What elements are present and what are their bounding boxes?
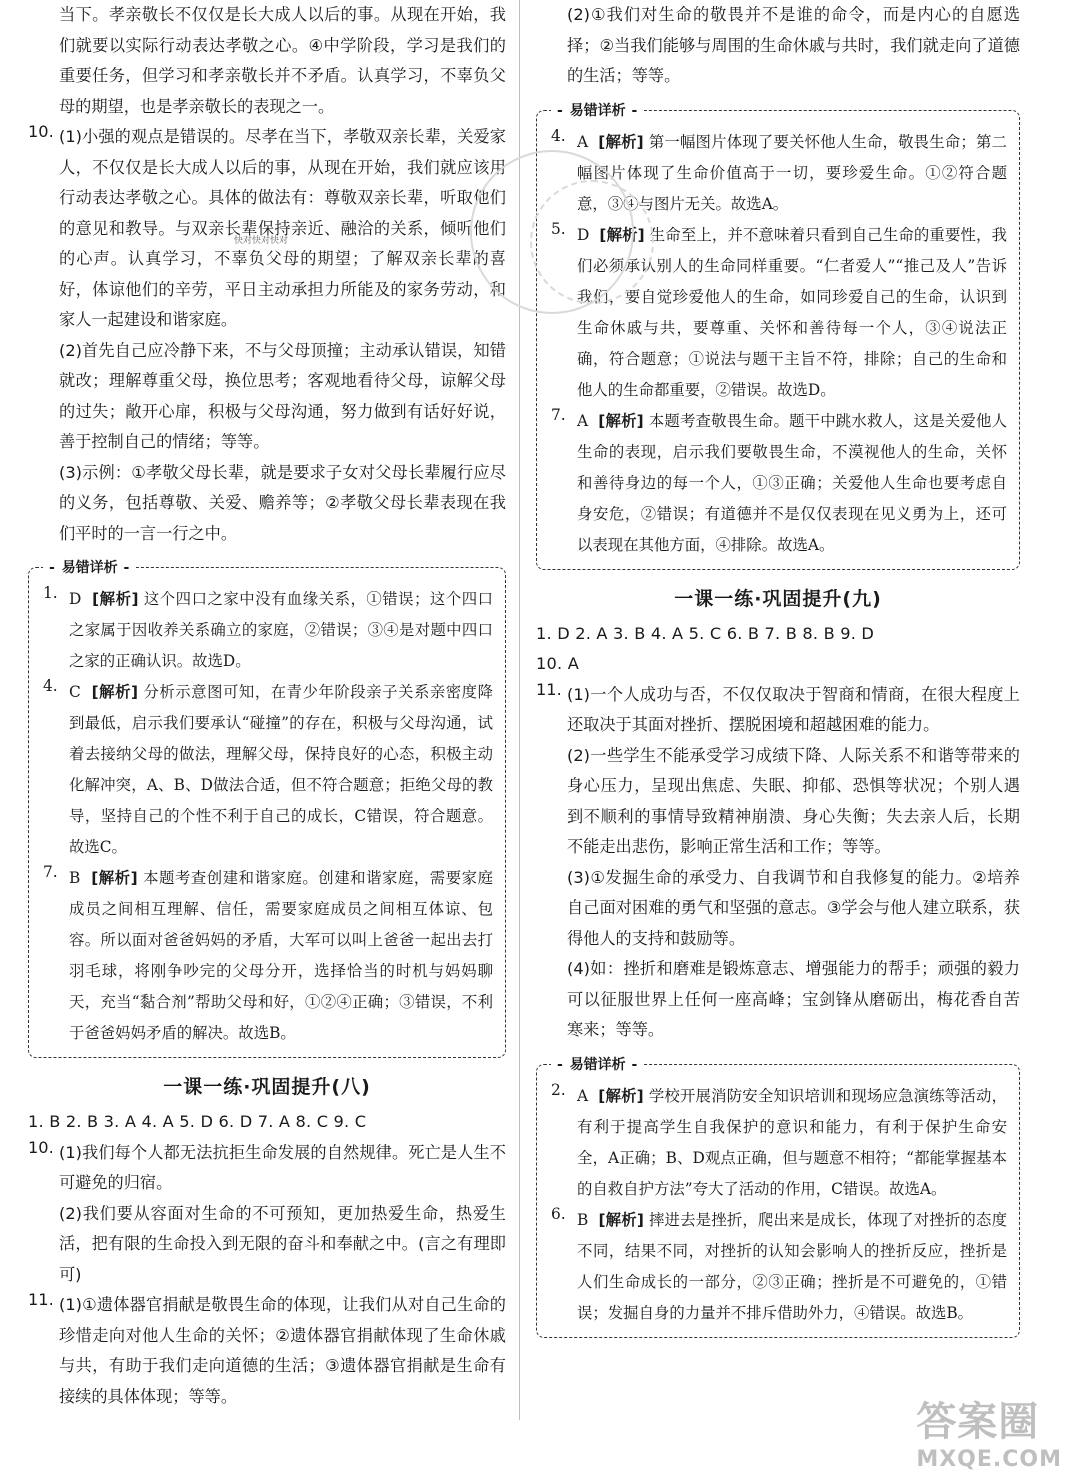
- s8-q10: 10. (1)我们每个人都无法抗拒生命发展的自然规律。死亡是人生不可避免的归宿。 (2)我们要从容面对生命的不可预知，更加热爱生命，热爱生活，把有限的生命投入到无限的奋斗和奉献之中。(言之有理即可): [28, 1138, 506, 1291]
- box-label: - 易错详析 -: [551, 100, 644, 120]
- s8-q10-part1: (1)我们每个人都无法抗拒生命发展的自然规律。死亡是人生不可避免的归宿。: [59, 1142, 506, 1192]
- analysis-item: 5. D [解析] 生命至上，并不意味着只看到自己生命的重要性，我们必须承认别人的生命同样重要。“仁者爱人”“推己及人”告诉我们，要自觉珍爱他人的生命，如同珍爱自己的生命，认识到生命休戚与共，要尊重、关怀和善待每一个人，③④说法正确，符合题意；①说法与题干主旨不符，排除；自己的生命和他人的生命都重要，②错误。故选D。: [551, 219, 1007, 399]
- box-label: - 易错详析 -: [551, 1054, 644, 1074]
- q10-number: 10.: [28, 122, 54, 141]
- error-analysis-box-3: [536, 1056, 1020, 1338]
- analysis-item: 6. B [解析] 摔进去是挫折，爬出来是成长，体现了对挫折的态度不同，结果不同，对挫折的认知会影响人的挫折反应，挫折是人们生命成长的一部分，②③正确；挫折是不可避免的，①错误；发掘自身的力量并不排斥借助外力，④错误。故选B。: [551, 1204, 1007, 1322]
- left-column: [28, 0, 506, 1412]
- site-logo: 答案圈 MXQE.COM: [916, 1398, 1062, 1472]
- watermark-flower-icon: [530, 180, 654, 304]
- q9-continued: 当下。孝亲敬长不仅仅是长大成人以后的事。从现在开始，我们就要以实际行动表达孝敬之心。④中学阶段，学习是我们的重要任务，但学习和孝亲敬长并不矛盾。认真学习，不辜负父母的期望，也是孝亲敬长的表现之一。: [59, 5, 506, 116]
- q10: [28, 122, 506, 549]
- s9-q11-part2: (2)一些学生不能承受学习成绩下降、人际关系不和谐等带来的身心压力，呈现出焦虑、失眠、抑郁、恐惧等状况；个别人遇到不顺利的事情导致精神崩溃、身心失衡；失去亲人后，长期不能走出悲伤，影响正常生活和工作；等等。: [567, 745, 1020, 856]
- watermark-stamp: 快对快对快对: [234, 236, 289, 246]
- s8-q11-part1: (1)①遗体器官捐献是敬畏生命的体现，让我们从对自己生命的珍惜走向对他人生命的关怀；②遗体器官捐献体现了生命休戚与共，有助于我们走向道德的生活；③遗体器官捐献是生命有接续的具体体现；等等。: [59, 1295, 506, 1406]
- q11-continued: (2)①我们对生命的敬畏并不是谁的命令，而是内心的自愿选择；②当我们能够与周围的生命休戚与共时，我们就走向了道德的生活；等等。: [567, 5, 1020, 85]
- s9-q11-part4: (4)如：挫折和磨难是锻炼意志、增强能力的帮手；顽强的毅力可以征服世界上任何一座高峰；宝剑锋从磨砺出，梅花香自苦寒来；等等。: [567, 959, 1020, 1039]
- analysis-item: 2. A [解析] 学校开展消防安全知识培训和现场应急演练等活动，有利于提高学生自我保护的意识和能力，有利于保护生命安全，A正确；B、D观点正确，但与题意不相符；“都能掌握基本的自救自护方法”夸大了活动的作用，C错误。故选A。: [551, 1080, 1007, 1198]
- s9-q11: 11. (1)一个人成功与否，不仅仅取决于智商和情商，在很大程度上还取决于其面对挫折、摆脱困境和超越困难的能力。 (2)一些学生不能承受学习成绩下降、人际关系不和谐等带来的身心压力，呈现出焦虑、失眠、抑郁、恐惧等状况；个别人遇到不顺利的事情导致精神崩溃、身心失衡；失去亲人后，长期不能走出悲伤，影响正常生活和工作；等等。 (3)①发掘生命的承受力、自我调节和自我修复的能力。②培养自己面对困难的勇气和坚强的意志。③学会与他人建立联系，获得他人的支持和鼓励等。 (4)如：挫折和磨难是锻炼意志、增强能力的帮手；顽强的毅力可以征服世界上任何一座高峰；宝剑锋从磨砺出，梅花香自苦寒来；等等。: [536, 680, 1020, 1046]
- section-title-8: 一课一练·巩固提升(八): [163, 1076, 371, 1098]
- section9-answers: 1. D 2. A 3. B 4. A 5. C 6. B 7. B 8. B 9. D: [536, 623, 875, 643]
- q10-part3: (3)示例：①孝敬父母长辈，就是要求子女对父母长辈履行应尽的义务，包括尊敬、关爱、赡养等；②孝敬父母长辈表现在我们平时的一言一行之中。: [59, 462, 506, 543]
- analysis-item: 7. A [解析] 本题考查敬畏生命。题干中跳水救人，这是关爱他人生命的表现，启示我们要敬畏生命，不漠视他人的生命，关怀和善待身边的每一个人，①③正确；关爱他人生命也要考虑自身安危，②错误；有道德并不是仅仅表现在见义勇为上，还可以表现在其他方面，④排除。故选A。: [551, 405, 1007, 554]
- analysis-item: 4. A [解析] 第一幅图片体现了要关怀他人生命，敬畏生命；第二幅图片体现了生命价值高于一切，要珍爱生命。①②符合题意，③④与图片无关。故选A。: [551, 126, 1007, 213]
- q10-part1: (1)小强的观点是错误的。尽孝在当下，孝敬双亲长辈，关爱家人，不仅仅是长大成人以后的事，从现在开始，我们就应该用行动表达孝敬之心。具体的做法有：尊敬双亲长辈，听取他们的意见和教导。与双亲长辈保持亲近、融洽的关系，倾听他们的心声。认真学习，不辜负父母的期望；了解双亲长辈的喜好，体谅他们的辛劳，平日主动承担力所能及的家务劳动，和家人一起建设和谐家庭。: [59, 127, 506, 329]
- q10-part2: (2)首先自己应冷静下来，不与父母顶撞；主动承认错误，知错就改；理解尊重父母，换位思考；客观地看待父母，谅解父母的过失；敞开心扉，积极与父母沟通，努力做到有话好好说，善于控制自己的情绪；等等。: [59, 340, 506, 451]
- s9-q11-part3: (3)①发掘生命的承受力、自我调节和自我修复的能力。②培养自己面对困难的勇气和坚强的意志。③学会与他人建立联系，获得他人的支持和鼓励等。: [567, 867, 1020, 948]
- box-label: - 易错详析 -: [43, 557, 136, 577]
- section8-answers: 1. B 2. B 3. A 4. A 5. D 6. D 7. A 8. C 9. C: [28, 1112, 367, 1131]
- analysis-item: 7. B [解析] 本题考查创建和谐家庭。创建和谐家庭，需要家庭成员之间相互理解、信任，需要家庭成员之间相互体谅、包容。所以面对爸爸妈妈的矛盾，大军可以叫上爸爸一起出去打羽毛球，将刚争吵完的父母分开，选择恰当的时机与妈妈聊天，充当“黏合剂”帮助父母和好，①②④正确；③错误，不利于爸爸妈妈矛盾的解决。故选B。: [43, 863, 493, 1042]
- s9-q11-part1: (1)一个人成功与否，不仅仅取决于智商和情商，在很大程度上还取决于其面对挫折、摆脱困境和超越困难的能力。: [567, 684, 1020, 734]
- error-analysis-box-1: [28, 560, 506, 1058]
- analysis-item: 4. C [解析] 分析示意图可知，在青少年阶段亲子关系亲密度降到最低，启示我们要承认“碰撞”的存在，积极与父母沟通，试着去接纳父母的做法，理解父母，保持良好的心态，积极主动化解冲突，A、B、D做法合适，但不符合题意；拒绝父母的教导，坚持自己的个性不利于自己的成长，C错误，符合题意。故选C。: [43, 677, 493, 856]
- section-title-9: 一课一练·巩固提升(九): [674, 587, 882, 610]
- analysis-item: 1. D [解析] 这个四口之家中没有血缘关系，①错误；这个四口之家属于因收养关系确立的家庭，②错误；③④是对题中四口之家的正确认识。故选D。: [43, 584, 493, 670]
- s8-q10-part2: (2)我们要从容面对生命的不可预知，更加热爱生命，热爱生活，把有限的生命投入到无限的奋斗和奉献之中。(言之有理即可): [59, 1203, 506, 1284]
- s8-q11: 11. (1)①遗体器官捐献是敬畏生命的体现，让我们从对自己生命的珍惜走向对他人生命的关怀；②遗体器官捐献体现了生命休戚与共，有助于我们走向道德的生活；③遗体器官捐献是生命有接续的具体体现；等等。: [28, 1290, 506, 1412]
- section9-answers-2: 10. A: [536, 654, 579, 673]
